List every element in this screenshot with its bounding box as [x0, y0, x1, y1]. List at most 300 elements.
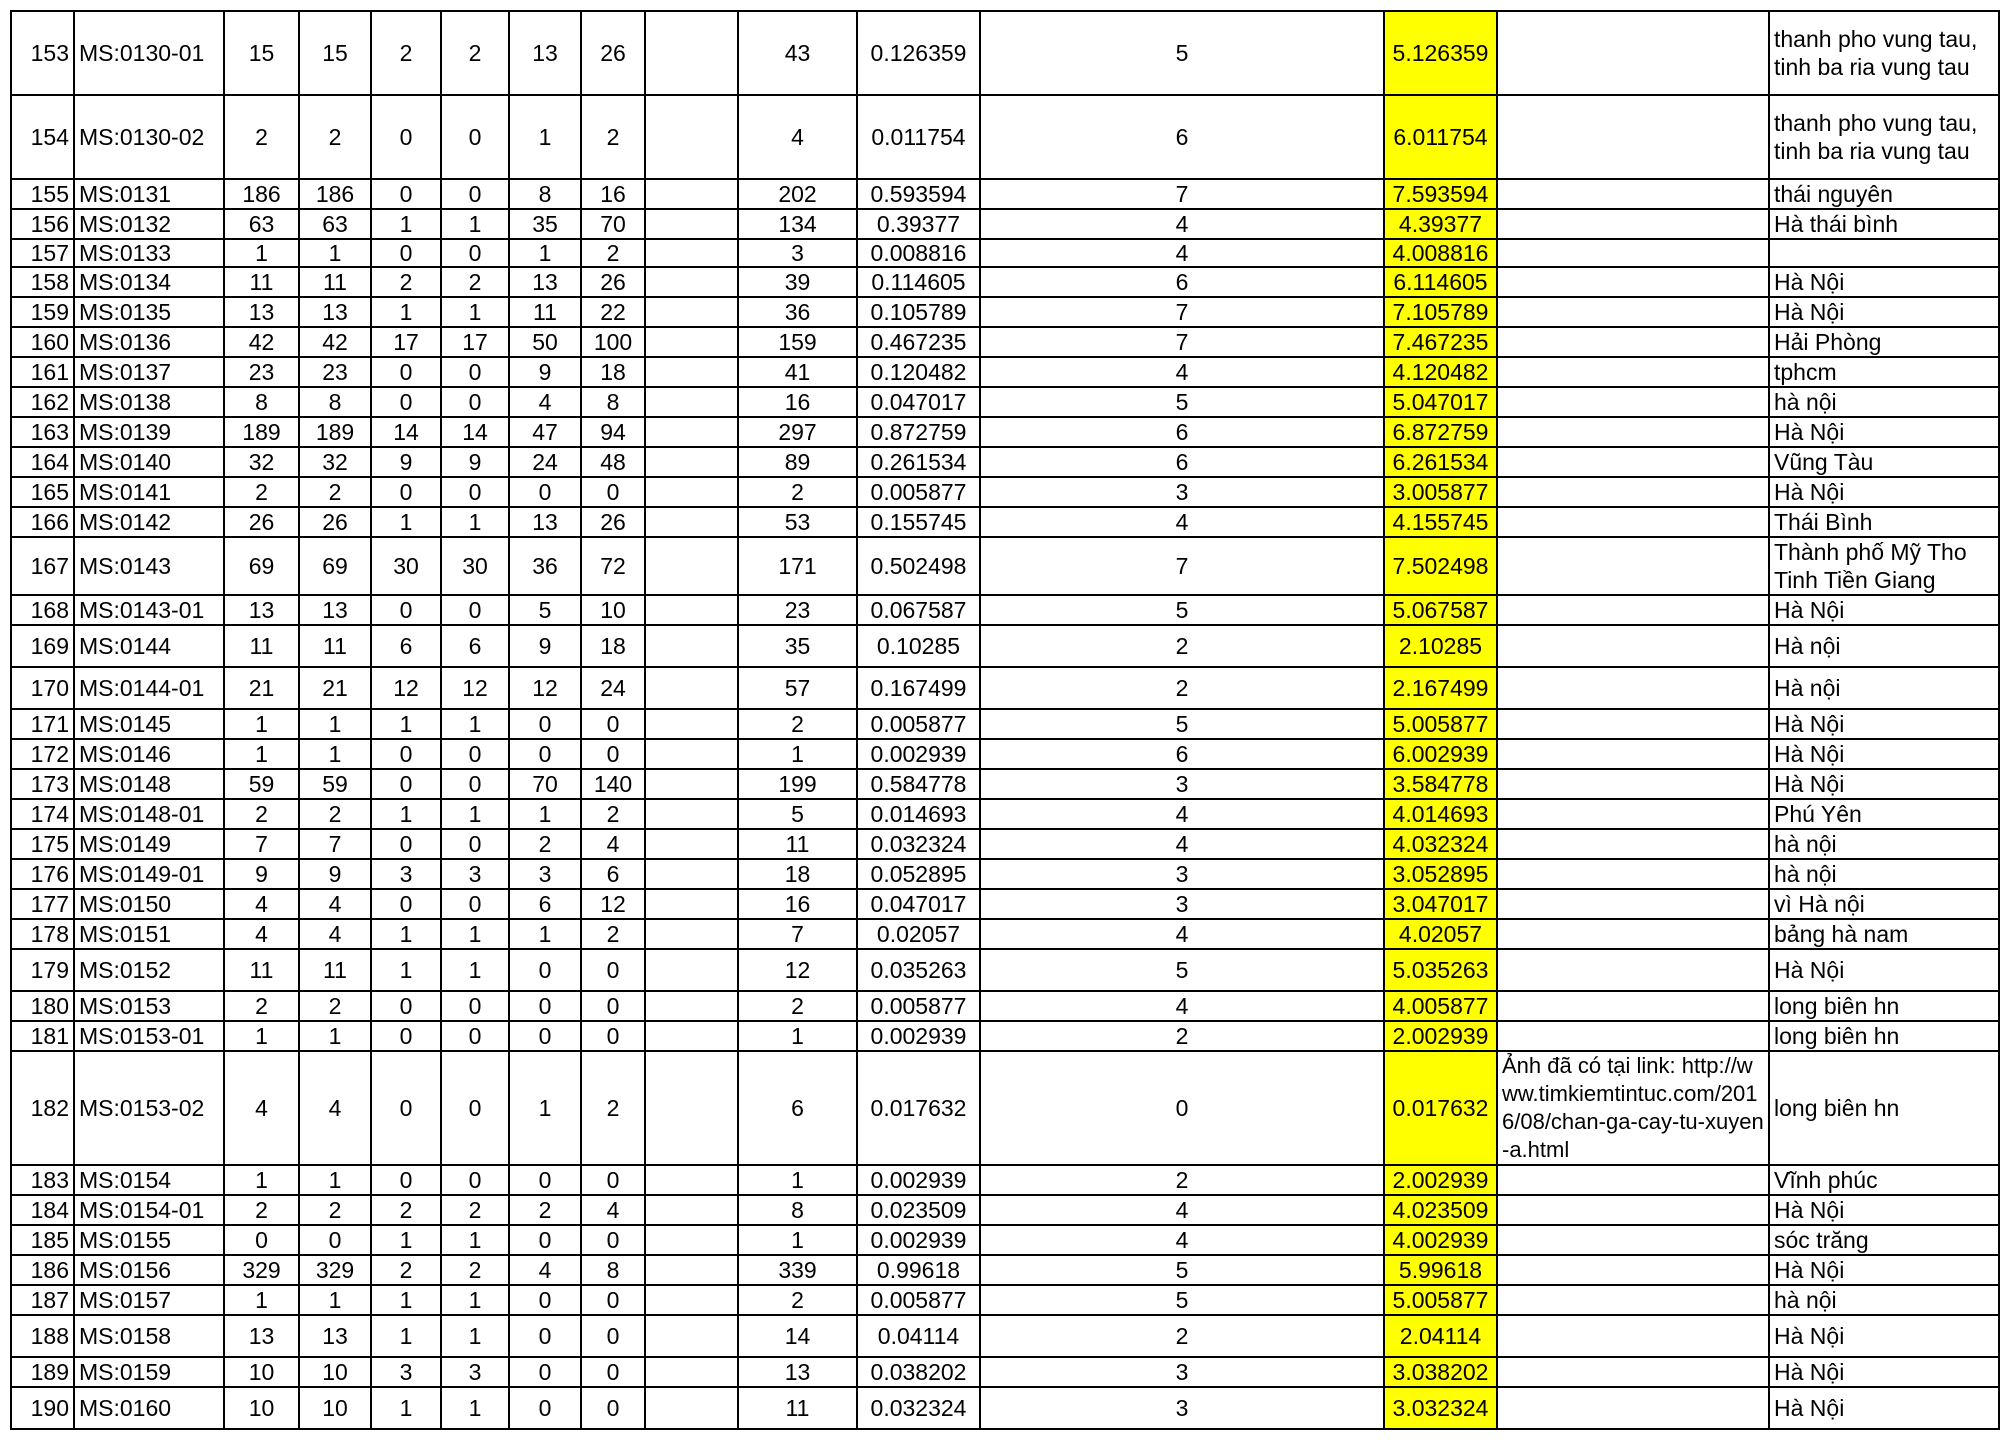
cell-value: 1	[224, 239, 299, 267]
cell-value: 59	[224, 769, 299, 799]
cell-value: 0	[371, 1165, 441, 1195]
cell-empty	[645, 949, 738, 991]
cell-value: 0	[441, 739, 509, 769]
cell-value: 8	[299, 387, 371, 417]
cell-location: long biên hn	[1769, 991, 1999, 1021]
cell-score: 5	[980, 949, 1384, 991]
cell-index: 165	[11, 477, 74, 507]
cell-note	[1497, 95, 1769, 179]
cell-index: 170	[11, 667, 74, 709]
cell-value: 0	[441, 889, 509, 919]
cell-note	[1497, 1387, 1769, 1429]
cell-value: 0	[581, 477, 645, 507]
cell-value: 14	[371, 417, 441, 447]
cell-value: 0	[581, 991, 645, 1021]
cell-code: MS:0148	[74, 769, 224, 799]
table-row	[11, 799, 1999, 829]
cell-code: MS:0130-02	[74, 95, 224, 179]
cell-highlight-score: 7.105789	[1384, 297, 1497, 327]
cell-value: 0	[371, 357, 441, 387]
cell-index: 188	[11, 1315, 74, 1357]
cell-location: Vĩnh phúc	[1769, 1165, 1999, 1195]
cell-index: 163	[11, 417, 74, 447]
cell-location: Hà Nội	[1769, 1195, 1999, 1225]
cell-value: 2	[441, 1255, 509, 1285]
cell-score: 2	[980, 1021, 1384, 1051]
cell-location: Hà Nội	[1769, 949, 1999, 991]
cell-value: 0	[509, 1387, 581, 1429]
cell-value: 0	[581, 1021, 645, 1051]
cell-location: Hà Nội	[1769, 739, 1999, 769]
cell-value: 0	[441, 829, 509, 859]
cell-code: MS:0149-01	[74, 859, 224, 889]
cell-value: 4	[224, 919, 299, 949]
cell-empty	[645, 357, 738, 387]
table-row	[11, 859, 1999, 889]
cell-index: 159	[11, 297, 74, 327]
cell-note	[1497, 595, 1769, 625]
cell-score: 7	[980, 327, 1384, 357]
cell-index: 183	[11, 1165, 74, 1195]
cell-score: 4	[980, 209, 1384, 239]
cell-code: MS:0142	[74, 507, 224, 537]
cell-value: 1	[224, 1285, 299, 1315]
cell-value: 14	[441, 417, 509, 447]
cell-empty	[645, 417, 738, 447]
cell-value: 0	[441, 769, 509, 799]
table-row	[11, 239, 1999, 267]
cell-ratio: 0.261534	[857, 447, 980, 477]
cell-highlight-score: 4.120482	[1384, 357, 1497, 387]
table-row	[11, 1387, 1999, 1429]
cell-empty	[645, 595, 738, 625]
cell-note	[1497, 267, 1769, 297]
cell-empty	[645, 1165, 738, 1195]
cell-value: 0	[371, 477, 441, 507]
cell-index: 166	[11, 507, 74, 537]
cell-score: 6	[980, 417, 1384, 447]
cell-value: 0	[441, 387, 509, 417]
cell-total: 1	[738, 739, 857, 769]
cell-value: 36	[509, 537, 581, 595]
cell-score: 4	[980, 919, 1384, 949]
cell-value: 9	[509, 625, 581, 667]
cell-value: 10	[299, 1387, 371, 1429]
cell-location: hà nội	[1769, 1285, 1999, 1315]
cell-total: 11	[738, 1387, 857, 1429]
cell-empty	[645, 447, 738, 477]
cell-ratio: 0.167499	[857, 667, 980, 709]
cell-ratio: 0.005877	[857, 709, 980, 739]
cell-code: MS:0153-02	[74, 1051, 224, 1165]
cell-total: 1	[738, 1225, 857, 1255]
cell-value: 1	[441, 799, 509, 829]
cell-ratio: 0.067587	[857, 595, 980, 625]
table-row	[11, 709, 1999, 739]
cell-value: 100	[581, 327, 645, 357]
table-row	[11, 769, 1999, 799]
cell-index: 176	[11, 859, 74, 889]
cell-value: 0	[509, 991, 581, 1021]
cell-value: 1	[371, 507, 441, 537]
cell-value: 1	[371, 949, 441, 991]
table-row	[11, 1285, 1999, 1315]
cell-highlight-score: 6.261534	[1384, 447, 1497, 477]
cell-value: 2	[371, 1255, 441, 1285]
table-row	[11, 829, 1999, 859]
cell-index: 178	[11, 919, 74, 949]
cell-index: 189	[11, 1357, 74, 1387]
cell-code: MS:0144	[74, 625, 224, 667]
cell-value: 0	[581, 1315, 645, 1357]
table-row	[11, 667, 1999, 709]
cell-code: MS:0146	[74, 739, 224, 769]
cell-ratio: 0.593594	[857, 179, 980, 209]
table-row	[11, 11, 1999, 95]
cell-code: MS:0159	[74, 1357, 224, 1387]
cell-note	[1497, 417, 1769, 447]
cell-value: 0	[441, 95, 509, 179]
cell-index: 164	[11, 447, 74, 477]
cell-note	[1497, 829, 1769, 859]
cell-score: 2	[980, 667, 1384, 709]
cell-empty	[645, 769, 738, 799]
cell-value: 1	[299, 1021, 371, 1051]
cell-total: 2	[738, 709, 857, 739]
cell-total: 16	[738, 889, 857, 919]
cell-value: 12	[509, 667, 581, 709]
cell-code: MS:0149	[74, 829, 224, 859]
cell-highlight-score: 5.035263	[1384, 949, 1497, 991]
cell-ratio: 0.032324	[857, 829, 980, 859]
cell-code: MS:0139	[74, 417, 224, 447]
cell-value: 4	[299, 889, 371, 919]
cell-value: 1	[371, 209, 441, 239]
cell-total: 89	[738, 447, 857, 477]
cell-value: 1	[441, 209, 509, 239]
cell-score: 7	[980, 537, 1384, 595]
cell-code: MS:0152	[74, 949, 224, 991]
table-row	[11, 1165, 1999, 1195]
cell-location: Hà Nội	[1769, 1315, 1999, 1357]
cell-score: 2	[980, 1165, 1384, 1195]
cell-ratio: 0.502498	[857, 537, 980, 595]
cell-code: MS:0157	[74, 1285, 224, 1315]
table-row	[11, 1021, 1999, 1051]
cell-highlight-score: 3.047017	[1384, 889, 1497, 919]
cell-ratio: 0.02057	[857, 919, 980, 949]
cell-value: 32	[299, 447, 371, 477]
cell-value: 0	[371, 387, 441, 417]
cell-total: 12	[738, 949, 857, 991]
cell-value: 1	[371, 1315, 441, 1357]
cell-value: 7	[224, 829, 299, 859]
cell-location: hà nội	[1769, 387, 1999, 417]
cell-value: 0	[441, 239, 509, 267]
cell-total: 134	[738, 209, 857, 239]
cell-empty	[645, 1255, 738, 1285]
cell-note	[1497, 709, 1769, 739]
cell-value: 2	[441, 267, 509, 297]
cell-ratio: 0.002939	[857, 1165, 980, 1195]
cell-value: 0	[371, 1051, 441, 1165]
cell-code: MS:0154-01	[74, 1195, 224, 1225]
cell-note: Ảnh đã có tại link: http://www.timkiemtintuc.com/2016/08/chan-ga-cay-tu-xuyen-a.html	[1497, 1051, 1769, 1165]
table-row	[11, 949, 1999, 991]
cell-index: 158	[11, 267, 74, 297]
cell-total: 297	[738, 417, 857, 447]
cell-code: MS:0148-01	[74, 799, 224, 829]
cell-score: 3	[980, 1357, 1384, 1387]
cell-note	[1497, 991, 1769, 1021]
cell-note	[1497, 447, 1769, 477]
cell-value: 2	[224, 95, 299, 179]
cell-empty	[645, 829, 738, 859]
cell-value: 8	[581, 1255, 645, 1285]
cell-ratio: 0.126359	[857, 11, 980, 95]
cell-value: 1	[224, 1021, 299, 1051]
cell-score: 6	[980, 95, 1384, 179]
cell-ratio: 0.047017	[857, 889, 980, 919]
cell-code: MS:0151	[74, 919, 224, 949]
cell-highlight-score: 6.011754	[1384, 95, 1497, 179]
cell-value: 4	[509, 1255, 581, 1285]
cell-value: 9	[371, 447, 441, 477]
cell-total: 202	[738, 179, 857, 209]
cell-total: 2	[738, 991, 857, 1021]
cell-highlight-score: 4.023509	[1384, 1195, 1497, 1225]
cell-total: 339	[738, 1255, 857, 1285]
cell-highlight-score: 3.052895	[1384, 859, 1497, 889]
cell-value: 3	[441, 1357, 509, 1387]
cell-note	[1497, 297, 1769, 327]
cell-value: 0	[371, 239, 441, 267]
cell-value: 23	[299, 357, 371, 387]
cell-code: MS:0137	[74, 357, 224, 387]
cell-value: 0	[224, 1225, 299, 1255]
cell-highlight-score: 4.014693	[1384, 799, 1497, 829]
cell-empty	[645, 709, 738, 739]
cell-total: 11	[738, 829, 857, 859]
cell-ratio: 0.032324	[857, 1387, 980, 1429]
cell-value: 0	[441, 1051, 509, 1165]
cell-note	[1497, 667, 1769, 709]
cell-location: tphcm	[1769, 357, 1999, 387]
cell-score: 5	[980, 1285, 1384, 1315]
cell-value: 4	[224, 889, 299, 919]
cell-empty	[645, 1387, 738, 1429]
cell-value: 11	[224, 625, 299, 667]
cell-value: 2	[299, 477, 371, 507]
cell-value: 13	[299, 1315, 371, 1357]
table-row	[11, 595, 1999, 625]
cell-ratio: 0.011754	[857, 95, 980, 179]
cell-location: Hà Nội	[1769, 297, 1999, 327]
cell-total: 35	[738, 625, 857, 667]
cell-value: 1	[224, 739, 299, 769]
cell-highlight-score: 3.584778	[1384, 769, 1497, 799]
cell-code: MS:0130-01	[74, 11, 224, 95]
cell-highlight-score: 4.39377	[1384, 209, 1497, 239]
cell-note	[1497, 739, 1769, 769]
cell-value: 18	[581, 625, 645, 667]
cell-value: 329	[299, 1255, 371, 1285]
cell-code: MS:0136	[74, 327, 224, 357]
table-row	[11, 417, 1999, 447]
cell-value: 94	[581, 417, 645, 447]
cell-note	[1497, 327, 1769, 357]
cell-value: 0	[441, 991, 509, 1021]
cell-index: 168	[11, 595, 74, 625]
cell-total: 23	[738, 595, 857, 625]
cell-value: 1	[441, 949, 509, 991]
cell-location: long biên hn	[1769, 1051, 1999, 1165]
cell-index: 187	[11, 1285, 74, 1315]
cell-value: 0	[371, 95, 441, 179]
cell-highlight-score: 0.017632	[1384, 1051, 1497, 1165]
cell-value: 2	[581, 1051, 645, 1165]
cell-value: 50	[509, 327, 581, 357]
cell-value: 329	[224, 1255, 299, 1285]
cell-ratio: 0.04114	[857, 1315, 980, 1357]
cell-total: 2	[738, 477, 857, 507]
cell-code: MS:0138	[74, 387, 224, 417]
cell-value: 8	[224, 387, 299, 417]
cell-ratio: 0.467235	[857, 327, 980, 357]
cell-index: 162	[11, 387, 74, 417]
table-row	[11, 447, 1999, 477]
cell-highlight-score: 4.008816	[1384, 239, 1497, 267]
cell-value: 1	[224, 709, 299, 739]
cell-value: 2	[581, 95, 645, 179]
cell-value: 1	[441, 507, 509, 537]
cell-value: 2	[299, 95, 371, 179]
cell-value: 1	[371, 919, 441, 949]
cell-score: 5	[980, 595, 1384, 625]
table-row	[11, 625, 1999, 667]
cell-highlight-score: 4.02057	[1384, 919, 1497, 949]
cell-empty	[645, 507, 738, 537]
cell-highlight-score: 3.005877	[1384, 477, 1497, 507]
table-row	[11, 387, 1999, 417]
cell-value: 12	[581, 889, 645, 919]
cell-empty	[645, 991, 738, 1021]
cell-highlight-score: 4.155745	[1384, 507, 1497, 537]
cell-value: 2	[224, 799, 299, 829]
cell-value: 70	[581, 209, 645, 239]
cell-value: 13	[299, 297, 371, 327]
cell-empty	[645, 889, 738, 919]
cell-value: 0	[581, 949, 645, 991]
cell-value: 26	[581, 267, 645, 297]
cell-note	[1497, 949, 1769, 991]
cell-code: MS:0144-01	[74, 667, 224, 709]
cell-location: Hà Nội	[1769, 709, 1999, 739]
cell-value: 1	[371, 1387, 441, 1429]
cell-score: 4	[980, 239, 1384, 267]
cell-location: Hà Nội	[1769, 1357, 1999, 1387]
cell-score: 3	[980, 889, 1384, 919]
cell-location: Hà nội	[1769, 625, 1999, 667]
cell-score: 5	[980, 387, 1384, 417]
table-row	[11, 919, 1999, 949]
cell-value: 9	[224, 859, 299, 889]
cell-score: 2	[980, 625, 1384, 667]
cell-location: sóc trăng	[1769, 1225, 1999, 1255]
cell-value: 0	[581, 1387, 645, 1429]
cell-total: 36	[738, 297, 857, 327]
table-row	[11, 889, 1999, 919]
cell-ratio: 0.008816	[857, 239, 980, 267]
cell-value: 0	[581, 709, 645, 739]
cell-value: 11	[224, 267, 299, 297]
cell-index: 171	[11, 709, 74, 739]
cell-value: 0	[509, 1285, 581, 1315]
cell-value: 2	[224, 477, 299, 507]
cell-index: 179	[11, 949, 74, 991]
cell-value: 8	[509, 179, 581, 209]
cell-value: 4	[581, 1195, 645, 1225]
cell-ratio: 0.105789	[857, 297, 980, 327]
cell-value: 0	[441, 477, 509, 507]
cell-note	[1497, 625, 1769, 667]
cell-total: 2	[738, 1285, 857, 1315]
cell-highlight-score: 4.002939	[1384, 1225, 1497, 1255]
cell-location: Thái Bình	[1769, 507, 1999, 537]
cell-value: 10	[581, 595, 645, 625]
cell-highlight-score: 2.10285	[1384, 625, 1497, 667]
cell-value: 1	[441, 1315, 509, 1357]
cell-value: 0	[441, 357, 509, 387]
cell-index: 184	[11, 1195, 74, 1225]
cell-value: 2	[224, 991, 299, 1021]
table-row	[11, 267, 1999, 297]
cell-location: vì Hà nội	[1769, 889, 1999, 919]
cell-index: 169	[11, 625, 74, 667]
cell-value: 12	[371, 667, 441, 709]
cell-value: 1	[299, 739, 371, 769]
cell-ratio: 0.10285	[857, 625, 980, 667]
cell-value: 32	[224, 447, 299, 477]
cell-value: 13	[224, 297, 299, 327]
cell-total: 14	[738, 1315, 857, 1357]
cell-total: 6	[738, 1051, 857, 1165]
cell-location: thái nguyên	[1769, 179, 1999, 209]
cell-value: 1	[441, 1387, 509, 1429]
cell-ratio: 0.035263	[857, 949, 980, 991]
cell-value: 1	[224, 1165, 299, 1195]
cell-value: 15	[299, 11, 371, 95]
cell-score: 5	[980, 709, 1384, 739]
cell-ratio: 0.99618	[857, 1255, 980, 1285]
cell-value: 1	[371, 799, 441, 829]
cell-index: 190	[11, 1387, 74, 1429]
table-row	[11, 507, 1999, 537]
cell-note	[1497, 799, 1769, 829]
cell-note	[1497, 919, 1769, 949]
cell-index: 175	[11, 829, 74, 859]
cell-highlight-score: 5.005877	[1384, 709, 1497, 739]
cell-location: thanh pho vung tau, tinh ba ria vung tau	[1769, 95, 1999, 179]
cell-ratio: 0.002939	[857, 739, 980, 769]
cell-value: 2	[371, 11, 441, 95]
cell-value: 9	[299, 859, 371, 889]
cell-value: 1	[441, 919, 509, 949]
cell-location: Hà Nội	[1769, 1387, 1999, 1429]
cell-value: 24	[581, 667, 645, 709]
cell-location: hà nội	[1769, 829, 1999, 859]
cell-value: 4	[299, 919, 371, 949]
